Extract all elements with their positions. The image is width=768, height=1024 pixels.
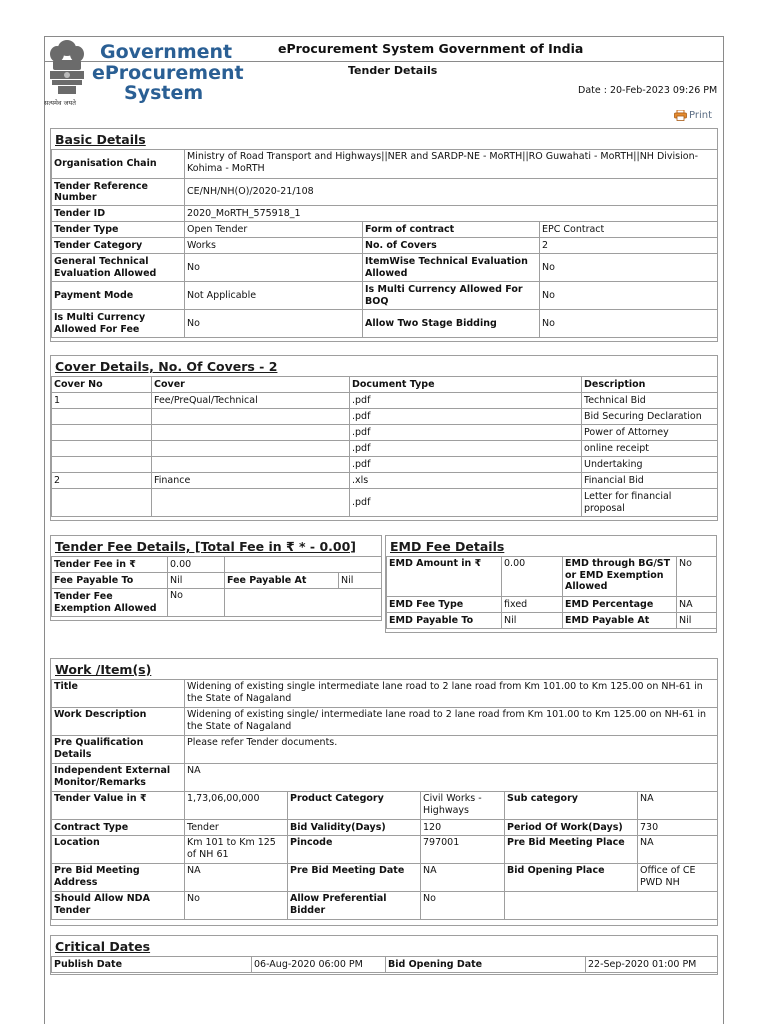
- contract-type-value: Tender: [185, 820, 288, 836]
- location-value: Km 101 to Km 125 of NH 61: [185, 836, 288, 864]
- bid-validity-value: 120: [421, 820, 505, 836]
- location-label: Location: [52, 836, 185, 864]
- cover-name-cell: [152, 425, 350, 441]
- period-of-work-label: Period Of Work(Days): [505, 820, 638, 836]
- national-emblem-icon: [44, 38, 90, 98]
- monitor-label: Independent External Monitor/Remarks: [52, 764, 185, 792]
- multicurrency-fee-value: No: [185, 310, 363, 338]
- multicurrency-boq-value: No: [540, 282, 718, 310]
- table-row: [52, 473, 718, 489]
- gte-value: No: [185, 254, 363, 282]
- work-title-value: Widening of existing single intermediate lane road to 2 lane road from Km 101.00 to Km 125.00 on NH-61 in the State of Nagaland: [185, 680, 718, 708]
- pincode-label: Pincode: [288, 836, 421, 864]
- cover-name-cell: [152, 441, 350, 457]
- sub-category-value: NA: [638, 792, 718, 820]
- table-row: [52, 409, 718, 425]
- cover-details-table: [51, 376, 718, 517]
- table-row: [52, 393, 718, 409]
- emd-fee-type-label: EMD Fee Type: [387, 597, 502, 613]
- description-cell: Undertaking: [582, 457, 718, 473]
- description-cell: Bid Securing Declaration: [582, 409, 718, 425]
- printer-icon: [674, 110, 687, 121]
- bid-validity-label: Bid Validity(Days): [288, 820, 421, 836]
- current-date: Date : 20-Feb-2023 09:26 PM: [578, 85, 718, 96]
- basic-details-table: [51, 149, 718, 338]
- tender-value-value: 1,73,06,00,000: [185, 792, 288, 820]
- logo-line-system: System: [124, 82, 204, 104]
- cover-details-title: Cover Details, No. Of Covers - 2: [55, 359, 278, 374]
- cover-no-cell: [52, 425, 152, 441]
- tender-id-label: Tender ID: [52, 206, 185, 222]
- cover-header: Cover No: [52, 377, 152, 393]
- doc-type-cell: .pdf: [350, 489, 582, 517]
- print-label: Print: [689, 110, 713, 121]
- work-description-label: Work Description: [52, 708, 185, 736]
- cover-name-cell: [152, 457, 350, 473]
- emd-payable-at-label: EMD Payable At: [563, 613, 677, 629]
- cover-no-cell: 1: [52, 393, 152, 409]
- nda-value: No: [185, 892, 288, 920]
- work-items-section: [50, 658, 718, 926]
- emd-payable-to-value: Nil: [502, 613, 563, 629]
- tender-category-label: Tender Category: [52, 238, 185, 254]
- description-cell: Technical Bid: [582, 393, 718, 409]
- tender-type-value: Open Tender: [185, 222, 363, 238]
- prebid-address-value: NA: [185, 864, 288, 892]
- emd-fee-type-value: fixed: [502, 597, 563, 613]
- doc-type-cell: .xls: [350, 473, 582, 489]
- prebid-address-label: Pre Bid Meeting Address: [52, 864, 185, 892]
- no-of-covers-label: No. of Covers: [363, 238, 540, 254]
- tender-value-label: Tender Value in ₹: [52, 792, 185, 820]
- emd-percentage-value: NA: [677, 597, 717, 613]
- product-category-value: Civil Works - Highways: [421, 792, 505, 820]
- emd-amount-label: EMD Amount in ₹: [387, 557, 502, 597]
- cover-name-cell: [152, 489, 350, 517]
- tender-ref-value: CE/NH/NH(O)/2020-21/108: [185, 179, 718, 206]
- period-of-work-value: 730: [638, 820, 718, 836]
- cover-header: Description: [582, 377, 718, 393]
- table-row: [52, 457, 718, 473]
- bid-opening-date-value: 22-Sep-2020 01:00 PM: [586, 957, 718, 973]
- description-cell: Letter for financial proposal: [582, 489, 718, 517]
- preferential-bidder-value: No: [421, 892, 505, 920]
- work-description-value: Widening of existing single/ intermediate lane road to 2 lane road from Km 101.00 to Km 125.00 on NH-61 in the State of Nagaland: [185, 708, 718, 736]
- tender-category-value: Works: [185, 238, 363, 254]
- empty-cell: [505, 892, 718, 920]
- payment-mode-value: Not Applicable: [185, 282, 363, 310]
- prequal-value: Please refer Tender documents.: [185, 736, 718, 764]
- publish-date-value: 06-Aug-2020 06:00 PM: [252, 957, 386, 973]
- tender-type-label: Tender Type: [52, 222, 185, 238]
- fee-payable-to-value: Nil: [168, 573, 225, 589]
- table-row: [52, 489, 718, 517]
- tender-fee-label: Tender Fee in ₹: [52, 557, 168, 573]
- cover-no-cell: 2: [52, 473, 152, 489]
- two-stage-value: No: [540, 310, 718, 338]
- description-cell: online receipt: [582, 441, 718, 457]
- nda-label: Should Allow NDA Tender: [52, 892, 185, 920]
- tender-fee-title: Tender Fee Details, [Total Fee in ₹ * - 0.00]: [55, 539, 357, 554]
- emd-percentage-label: EMD Percentage: [563, 597, 677, 613]
- print-link[interactable]: [674, 110, 712, 121]
- work-items-table: [51, 679, 718, 920]
- basic-details-title: Basic Details: [55, 132, 146, 147]
- critical-dates-title: Critical Dates: [55, 939, 151, 954]
- cover-header: Document Type: [350, 377, 582, 393]
- contract-form-value: EPC Contract: [540, 222, 718, 238]
- emd-amount-value: 0.00: [502, 557, 563, 597]
- page-title: Tender Details: [348, 64, 438, 77]
- emd-bgst-value: No: [677, 557, 717, 597]
- empty-cell: [225, 557, 382, 573]
- logo-line-eprocurement: eProcurement: [92, 62, 244, 84]
- multicurrency-fee-label: Is Multi Currency Allowed For Fee: [52, 310, 185, 338]
- emd-bgst-label: EMD through BG/ST or EMD Exemption Allowed: [563, 557, 677, 597]
- preferential-bidder-label: Allow Preferential Bidder: [288, 892, 421, 920]
- fee-payable-at-label: Fee Payable At: [225, 573, 339, 589]
- multicurrency-boq-label: Is Multi Currency Allowed For BOQ: [363, 282, 540, 310]
- cover-header: Cover: [152, 377, 350, 393]
- fee-exemption-label: Tender Fee Exemption Allowed: [52, 589, 168, 617]
- table-row: [52, 425, 718, 441]
- emd-payable-to-label: EMD Payable To: [387, 613, 502, 629]
- doc-type-cell: .pdf: [350, 441, 582, 457]
- bid-opening-date-label: Bid Opening Date: [386, 957, 586, 973]
- work-title-label: Title: [52, 680, 185, 708]
- prebid-place-label: Pre Bid Meeting Place: [505, 836, 638, 864]
- fee-payable-to-label: Fee Payable To: [52, 573, 168, 589]
- publish-date-label: Publish Date: [52, 957, 252, 973]
- prebid-date-value: NA: [421, 864, 505, 892]
- doc-type-cell: .pdf: [350, 425, 582, 441]
- org-chain-value: Ministry of Road Transport and Highways||NER and SARDP-NE - MoRTH||RO Guwahati - MoRTH||NH Division-Kohima - MoRTH: [185, 150, 718, 179]
- logo-line-government: Government: [100, 41, 233, 63]
- cover-no-cell: [52, 457, 152, 473]
- tender-fee-table: [51, 556, 382, 617]
- emd-fee-title: EMD Fee Details: [390, 539, 505, 554]
- two-stage-label: Allow Two Stage Bidding: [363, 310, 540, 338]
- iwte-label: ItemWise Technical Evaluation Allowed: [363, 254, 540, 282]
- site-title: eProcurement System Government of India: [278, 41, 584, 56]
- cover-name-cell: Finance: [152, 473, 350, 489]
- payment-mode-label: Payment Mode: [52, 282, 185, 310]
- doc-type-cell: .pdf: [350, 457, 582, 473]
- tender-fee-value: 0.00: [168, 557, 225, 573]
- prebid-place-value: NA: [638, 836, 718, 864]
- critical-dates-table: [51, 956, 718, 973]
- no-of-covers-value: 2: [540, 238, 718, 254]
- fee-payable-at-value: Nil: [339, 573, 382, 589]
- emd-fee-table: [386, 556, 717, 629]
- cover-name-cell: Fee/PreQual/Technical: [152, 393, 350, 409]
- bid-opening-place-label: Bid Opening Place: [505, 864, 638, 892]
- sub-category-label: Sub category: [505, 792, 638, 820]
- empty-cell: [225, 589, 382, 617]
- cover-details-section: [50, 355, 718, 521]
- critical-dates-section: [50, 935, 718, 975]
- cover-no-cell: [52, 441, 152, 457]
- description-cell: Financial Bid: [582, 473, 718, 489]
- description-cell: Power of Attorney: [582, 425, 718, 441]
- doc-type-cell: .pdf: [350, 393, 582, 409]
- contract-form-label: Form of contract: [363, 222, 540, 238]
- monitor-value: NA: [185, 764, 718, 792]
- emd-fee-section: [385, 535, 717, 633]
- cover-name-cell: [152, 409, 350, 425]
- prequal-label: Pre Qualification Details: [52, 736, 185, 764]
- contract-type-label: Contract Type: [52, 820, 185, 836]
- doc-type-cell: .pdf: [350, 409, 582, 425]
- table-row: [52, 441, 718, 457]
- bid-opening-place-value: Office of CE PWD NH: [638, 864, 718, 892]
- work-items-title: Work /Item(s): [55, 662, 152, 677]
- gte-label: General Technical Evaluation Allowed: [52, 254, 185, 282]
- org-chain-label: Organisation Chain: [52, 150, 185, 179]
- cover-no-cell: [52, 409, 152, 425]
- fee-exemption-value: No: [168, 589, 225, 617]
- pincode-value: 797001: [421, 836, 505, 864]
- basic-details-section: [50, 128, 718, 342]
- tender-ref-label: Tender Reference Number: [52, 179, 185, 206]
- cover-no-cell: [52, 489, 152, 517]
- iwte-value: No: [540, 254, 718, 282]
- tender-fee-section: [50, 535, 382, 621]
- tender-id-value: 2020_MoRTH_575918_1: [185, 206, 718, 222]
- prebid-date-label: Pre Bid Meeting Date: [288, 864, 421, 892]
- emblem-motto: सत्यमेव जयते: [44, 99, 76, 107]
- product-category-label: Product Category: [288, 792, 421, 820]
- emd-payable-at-value: Nil: [677, 613, 717, 629]
